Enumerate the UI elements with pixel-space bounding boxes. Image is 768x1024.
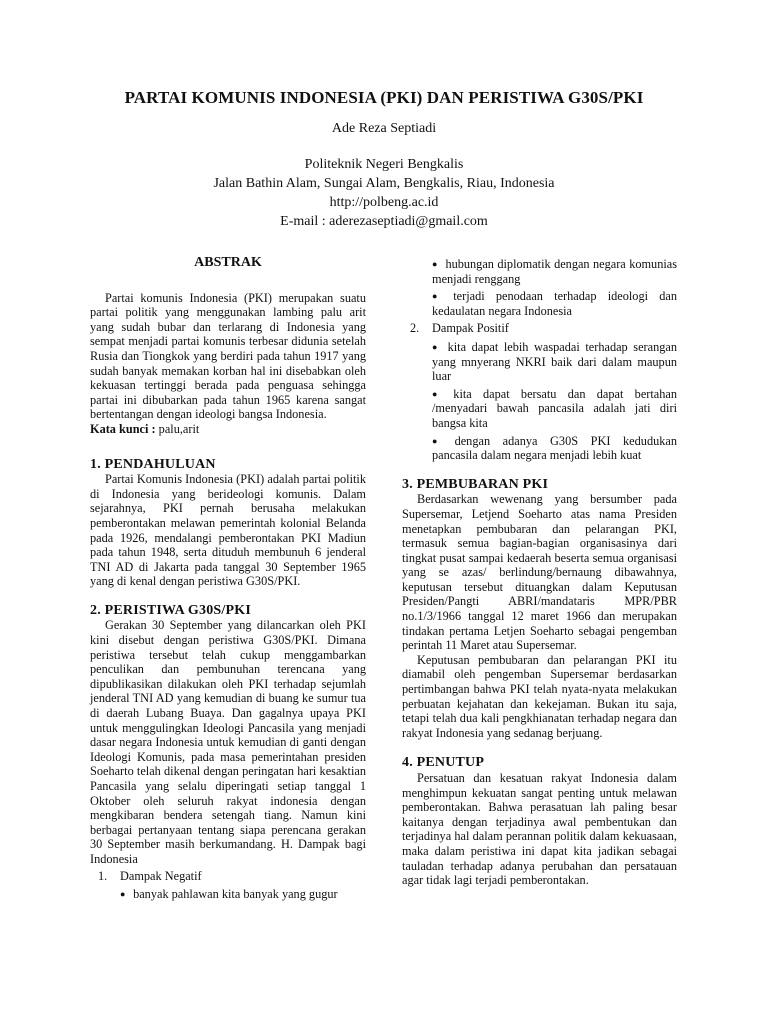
section-heading-pendahuluan: 1. PENDAHULUAN xyxy=(90,456,216,472)
list-item xyxy=(432,289,677,318)
bullet-icon: ● xyxy=(432,341,438,352)
dampak-negatif-label: Dampak Negatif xyxy=(120,868,202,883)
paper-title: PARTAI KOMUNIS INDONESIA (PKI) DAN PERISTIWA G30S/PKI xyxy=(124,88,644,107)
keywords-label: Kata kunci : xyxy=(90,421,156,436)
dampak-positif-item xyxy=(402,321,677,336)
affiliation-address: Jalan Bathin Alam, Sungai Alam, Bengkalis, Riau, Indonesia xyxy=(213,176,555,191)
list-item xyxy=(120,887,366,902)
section-heading-peristiwa: 2. PERISTIWA G30S/PKI xyxy=(90,602,251,618)
list-item xyxy=(432,340,677,384)
list-item-text: dengan adanya G30S PKI kedudukan pancasila dalam negara menjadi lebih kuat xyxy=(432,433,677,463)
list-number: 1. xyxy=(98,868,108,883)
list-item-text: banyak pahlawan kita banyak yang gugur xyxy=(133,887,338,902)
section-body-peristiwa: Gerakan 30 September yang dilancarkan oleh PKI kini disebut dengan peristiwa G30S/PKI. Dimana peristiwa tersebut telah cukup menggambarkan penculikan dan pembunuhan terencana yang dipublikasikan dilakukan oleh PKI terhadap sejumlah jenderal TNI AD yang kemudian di buang ke sumur tua di daerah Lubang Buaya. Dan gagalnya upaya PKI untuk menggulingkan Ideologi Pancasila yang menjadi dasar negara Indonesia untuk kemudian di ganti dengan Ideologi Komunis, pada masa pemerintahan presiden Soeharto telah dikenal dengan peringatan hari kesaktian Pancasila yang selalu diperingati setiap tanggal 1 Oktober oleh seluruh rakyat indonesia dengan mengkibaran bendera setengah tiang. Namun kini berbagai pertanyaan tentang siapa perencana gerakan 30 September masih berkumandang. H. Dampak bagi Indonesia xyxy=(90,618,366,866)
dampak-negatif-bullets-continued xyxy=(402,257,677,318)
abstract-body: Partai komunis Indonesia (PKI) merupakan suatu partai politik yang menggunakan lambing palu arit yang sudah bubar dan terlarang di Indonesia yang sempat menjadi partai komunis terbesar didunia setelah Rusia dan Tiongkok yang berdiri pada tahun 1917 yang sudah banyak memakan korban hal ini disebabkan oleh kekuasan tertinggi berada pada penguasa sehingga partai ini dibubarkan pada tahun 1965 karena sangat bertentangan dengan ideologi bangsa Indonesia. xyxy=(90,290,366,422)
section-body-pembubaran-1: Berdasarkan wewenang yang bersumber pada Supersemar, Letjend Soeharto atas nama Presiden menetapkan pembubaran dan pelarangan PKI, termasuk semua bagian-bagian organisasinya dari tingkat pusat sampai kedaerah beserta semua organisasi yang se azas/ berlindung/bernaung dibawahnya, keputusan tersebut dituangkan dalam Keputusan Presiden/Pangti ABRI/mandataris MPR/PBR no.1/3/1966 tanggal 12 maret 1966 dan merupakan tindakan pertama Letjen Soeharto sebagai pengemban perintah 11 Maret atau Supersemar. xyxy=(402,492,677,653)
list-item xyxy=(432,257,677,286)
keywords-line xyxy=(90,422,366,437)
dampak-negatif-item xyxy=(90,869,366,902)
list-item xyxy=(432,387,677,431)
list-item-text: terjadi penodaan terhadap ideologi dan kedaulatan negara Indonesia xyxy=(432,289,677,318)
section-heading-penutup: 4. PENUTUP xyxy=(402,755,485,771)
dampak-positif-label: Dampak Positif xyxy=(432,321,509,336)
bullet-icon: ● xyxy=(432,435,438,446)
section-body-pembubaran-2: Keputusan pembubaran dan pelarangan PKI itu diamabil oleh pengemban Supersemar berdasarkan pertimbangan bahwa PKI telah nyata-nyata melakukan perbuatan kejahatan dan kekejaman. Bukan itu saja, tetapi telah dua kali pengkhianatan terhadap negara dan rakyat Indonesia yang sedanag berjuang. xyxy=(402,652,677,740)
list-item-text: hubungan diplomatik dengan negara komunias menjadi renggang xyxy=(432,257,678,286)
affiliation-email: E-mail : aderezaseptiadi@gmail.com xyxy=(280,214,488,229)
abstract-heading: ABSTRAK xyxy=(194,255,262,270)
bullet-icon: ● xyxy=(432,388,438,399)
list-item-text: kita dapat bersatu dan dapat bertahan /menyadari bawah pancasila adalah jati diri bangsa kita xyxy=(432,386,678,430)
keywords-value: palu,arit xyxy=(155,421,200,436)
section-heading-pembubaran: 3. PEMBUBARAN PKI xyxy=(402,476,549,492)
bullet-icon: ● xyxy=(432,291,438,302)
section-body-penutup: Persatuan dan kesatuan rakyat Indonesia dalam menghimpun kekuatan sangat penting untuk melawan pemberontakan. Bahwa perasatuan lah paling besar kaitanya dengan terjadinya awal pembentukan dan terjadinya hal dalam perannan politik dalam kekuasaan, maka dalam peristiwa ini dapat kita jadikan sebagai tauladan terhadap adanya perubahan dan persatauan agar tidak lagi terjadi pemberontakan. xyxy=(402,771,677,888)
right-column xyxy=(402,257,677,888)
list-number: 2. xyxy=(410,321,420,336)
list-item-text: kita dapat lebih waspadai terhadap serangan yang mnyerang NKRI baik dari dalam maupun luar xyxy=(432,339,677,384)
affiliation-block xyxy=(0,155,768,231)
author-name: Ade Reza Septiadi xyxy=(331,121,437,136)
dampak-negatif-bullets xyxy=(120,887,366,902)
affiliation-website: http://polbeng.ac.id xyxy=(329,195,439,210)
bullet-icon: ● xyxy=(120,889,126,900)
list-item xyxy=(432,434,677,463)
affiliation-institution: Politeknik Negeri Bengkalis xyxy=(304,157,464,172)
bullet-icon: ● xyxy=(432,259,438,269)
dampak-positif-bullets xyxy=(402,340,677,463)
dampak-list xyxy=(90,869,366,902)
section-body-pendahuluan: Partai Komunis Indonesia (PKI) adalah partai politik di Indonesia yang berideologi komunis. Dalam sejarahnya, PKI pernah berusaha melakukan pemberontakan melawan pemerintah kolonial Belanda pada 1926, mendalangi pemberontakan PKI Madiun pada tahun 1948, serta dituduh membunuh 6 jenderal TNI AD di Jakarta pada tanggal 30 September 1965 yang di kenal dengan peristiwa G30S/PKI. xyxy=(90,472,366,589)
left-column xyxy=(90,256,366,905)
